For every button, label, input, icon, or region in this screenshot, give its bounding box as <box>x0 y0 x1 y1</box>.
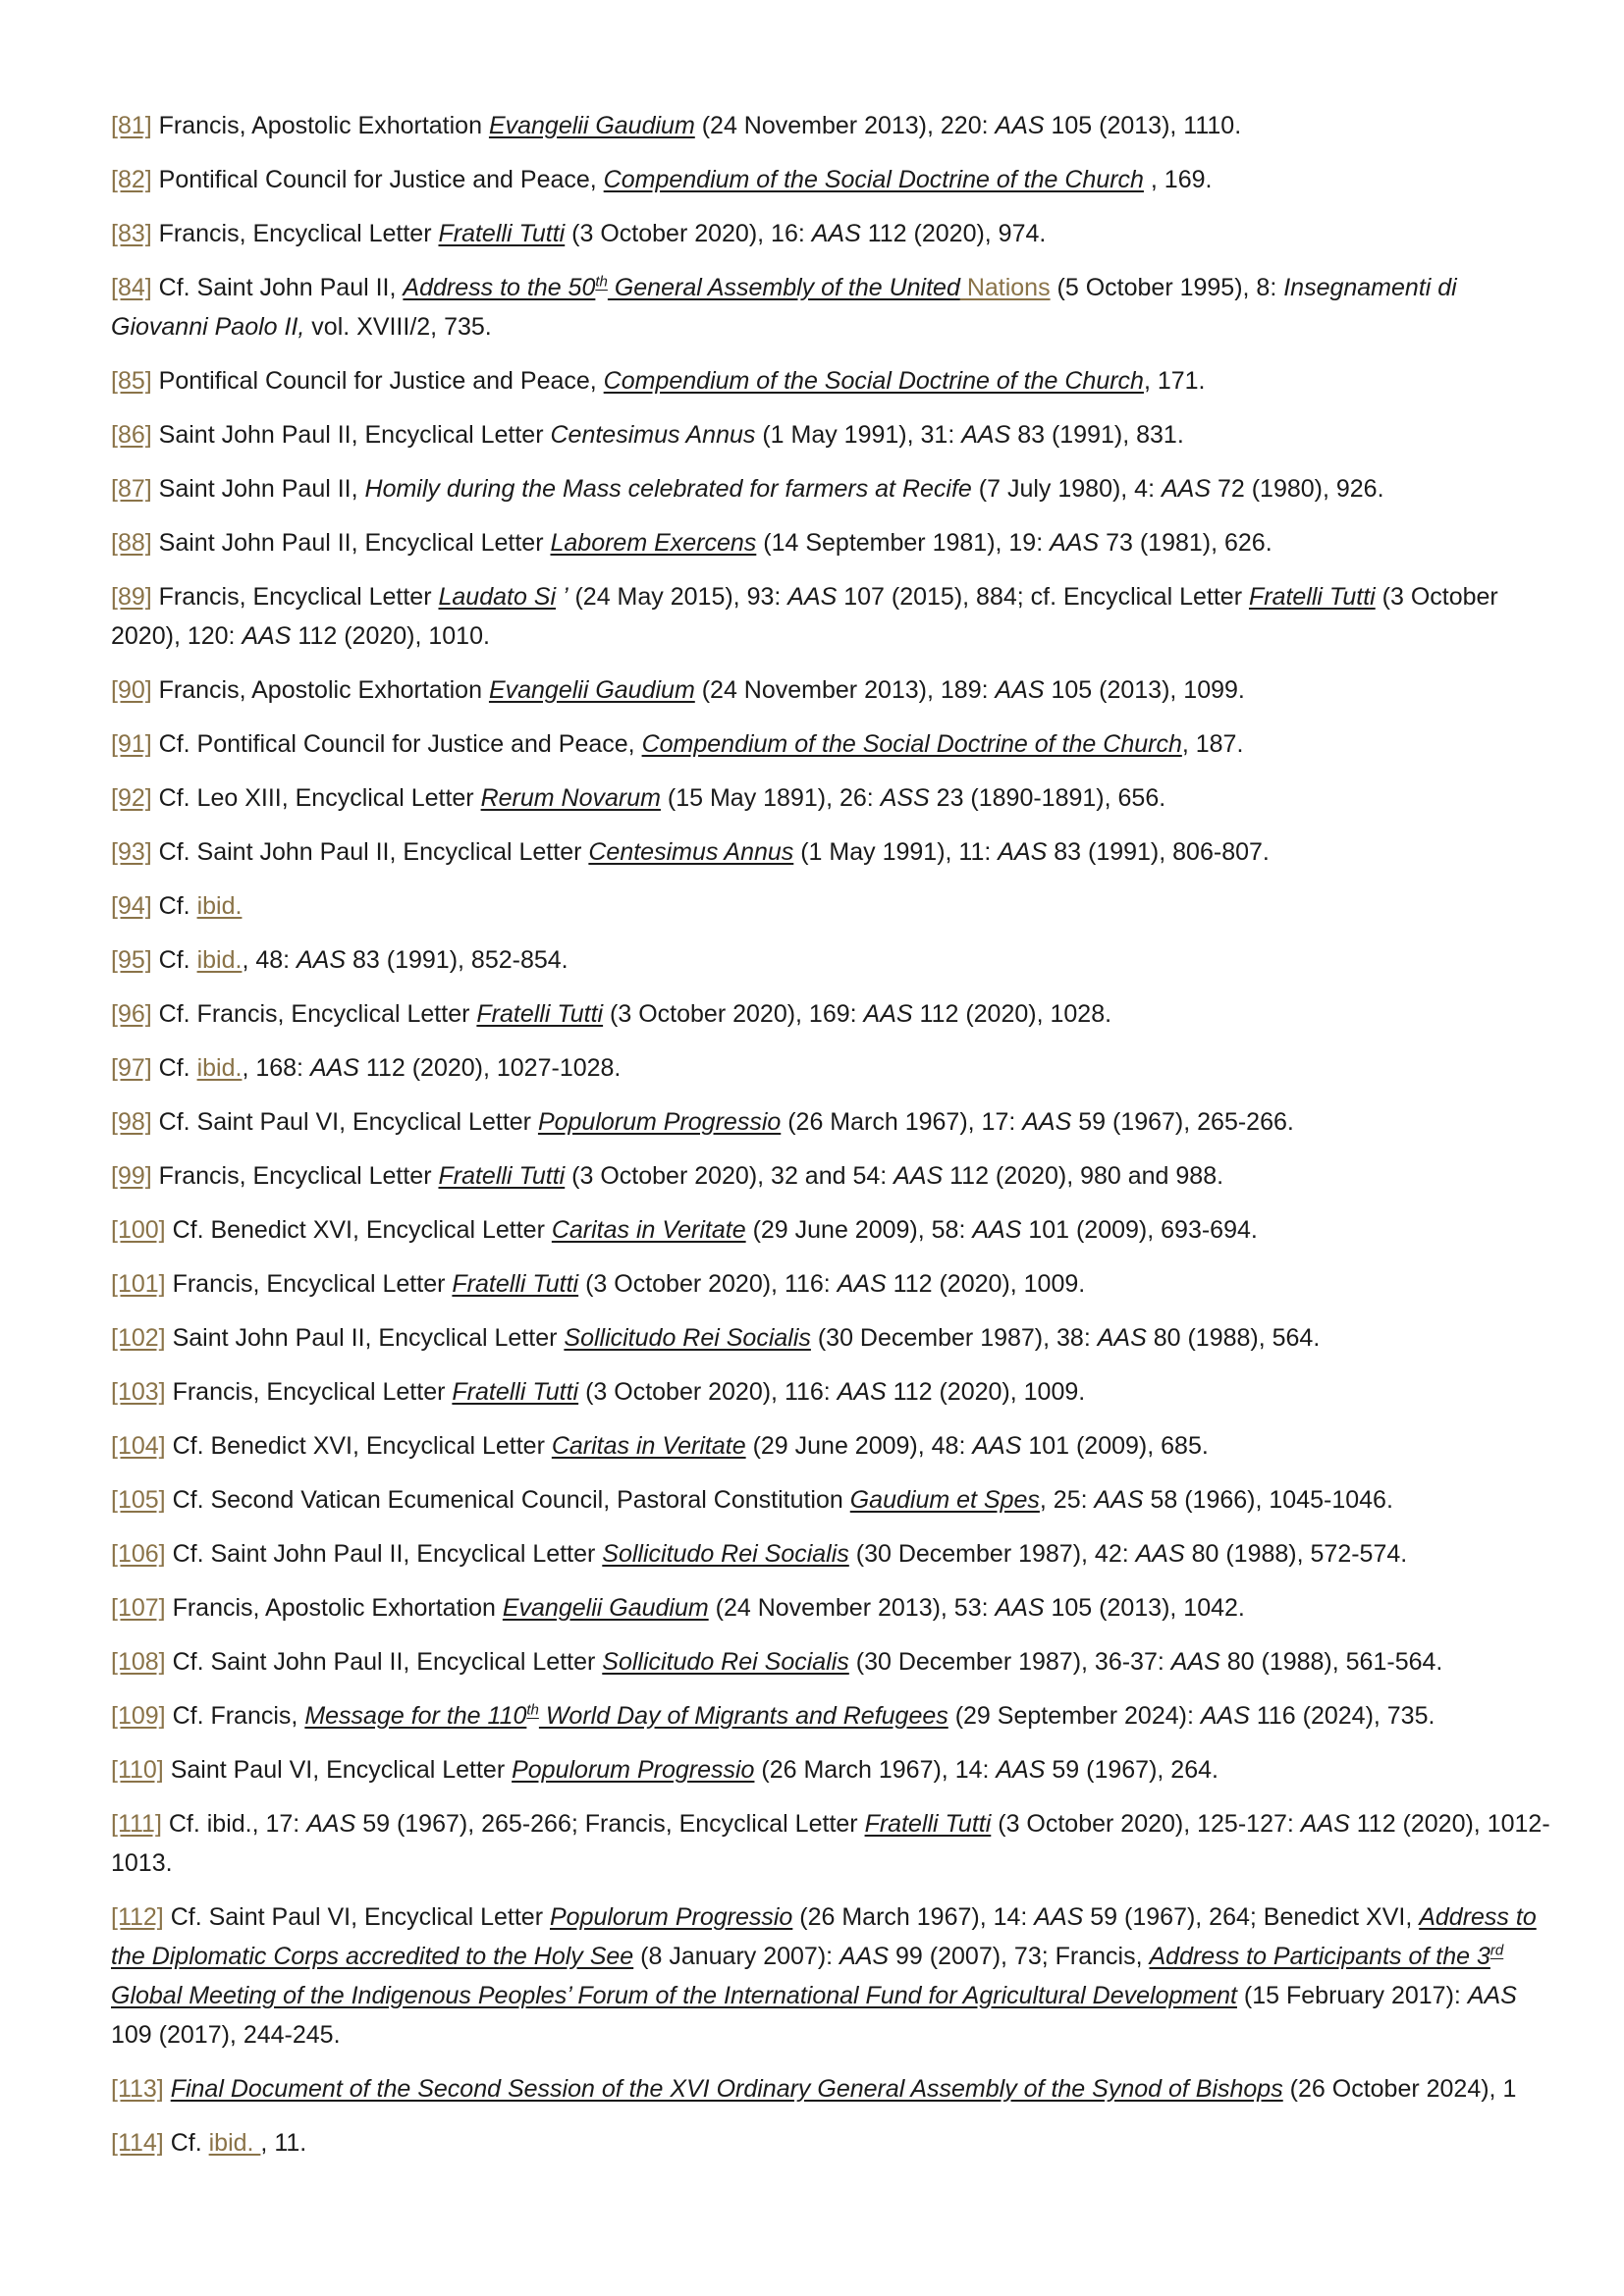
footnote-text: Cf. <box>158 946 197 974</box>
footnote-number-link[interactable]: [104] <box>111 1432 166 1460</box>
citation-link[interactable]: Caritas in Veritate <box>551 1432 746 1460</box>
footnote-text: Cf. Saint John Paul II, <box>158 274 404 301</box>
footnote-number-link[interactable]: [96] <box>111 1000 152 1028</box>
footnote-number-link[interactable]: [97] <box>111 1054 152 1082</box>
footnote-text: 59 (1967), 264. <box>1045 1756 1218 1784</box>
footnote-italic-text: AAS <box>998 838 1048 866</box>
reference-link[interactable]: Nations <box>959 274 1051 301</box>
footnote-text: (30 December 1987), 42: <box>848 1540 1136 1568</box>
footnote-number-link[interactable]: [81] <box>111 112 152 139</box>
footnote-item <box>111 106 1559 145</box>
footnote-text: (3 October 2020), 125-127: <box>991 1810 1301 1838</box>
footnote-number-link[interactable]: [91] <box>111 730 152 758</box>
footnote-item <box>111 1804 1559 1883</box>
footnote-number-link[interactable]: [114] <box>111 2129 164 2157</box>
citation-link[interactable]: Compendium of the Social Doctrine of the Church <box>603 166 1144 193</box>
footnote-text: Francis, Encyclical Letter <box>172 1378 453 1406</box>
footnote-italic-text: AAS <box>972 1216 1022 1244</box>
footnote-text: 112 (2020), 1028. <box>912 1000 1112 1028</box>
citation-link[interactable]: Fratelli Tutti <box>864 1810 992 1838</box>
footnote-item <box>111 2123 1559 2163</box>
footnote-item <box>111 940 1559 980</box>
footnote-text: (3 October 2020), 120: <box>111 583 1498 650</box>
footnote-text: , 187. <box>1181 730 1244 758</box>
footnote-text: (26 October 2024), 1 <box>1282 2075 1517 2103</box>
footnote-text: (5 October 1995), 8: <box>1050 274 1284 301</box>
footnote-text: Francis, Encyclical Letter <box>172 1270 453 1298</box>
footnote-text: (8 January 2007): <box>633 1943 840 1970</box>
footnote-text: Cf. Saint John Paul II, Encyclical Letter <box>172 1540 603 1568</box>
footnote-text: (26 March 1967), 17: <box>781 1108 1023 1136</box>
footnote-text: Pontifical Council for Justice and Peace, <box>158 367 604 395</box>
footnote-number-link[interactable]: [103] <box>111 1378 166 1406</box>
footnote-item <box>111 1534 1559 1574</box>
footnote-italic-text: AAS <box>1300 1810 1350 1838</box>
footnote-item <box>111 1048 1559 1088</box>
reference-link[interactable]: ibid. <box>196 892 243 920</box>
footnote-number-link[interactable]: [93] <box>111 838 152 866</box>
footnote-item <box>111 1696 1559 1735</box>
footnote-item <box>111 577 1559 656</box>
citation-link[interactable]: Sollicitudo Rei Socialis <box>602 1648 849 1676</box>
footnote-text: Francis, Encyclical Letter <box>158 220 439 247</box>
footnote-text: 112 (2020), 1009. <box>886 1378 1086 1406</box>
citation-link[interactable]: Address to the 50 <box>403 274 596 301</box>
footnote-text: , 25: <box>1039 1486 1095 1514</box>
footnote-italic-text: AAS <box>1050 529 1100 557</box>
footnote-text: (1 May 1991), 11: <box>793 838 999 866</box>
footnote-text: Francis, Encyclical Letter <box>158 583 439 611</box>
footnote-item <box>111 724 1559 764</box>
citation-link[interactable]: Compendium of the Social Doctrine of the Church <box>641 730 1182 758</box>
footnote-text: 80 (1988), 561-564. <box>1219 1648 1443 1676</box>
footnote-number-link[interactable]: [86] <box>111 421 152 449</box>
footnote-text: Saint John Paul II, Encyclical Letter <box>172 1324 565 1352</box>
footnote-text: 59 (1967), 264; Benedict XVI, <box>1083 1903 1420 1931</box>
citation-link[interactable]: Evangelii Gaudium <box>502 1594 709 1622</box>
footnote-number-link[interactable]: [92] <box>111 784 152 812</box>
citation-link-superscript[interactable]: rd <box>1489 1942 1504 1959</box>
footnote-text: Cf. Second Vatican Ecumenical Council, Pastoral Constitution <box>172 1486 850 1514</box>
footnote-italic-text: AAS <box>893 1162 944 1190</box>
footnote-number-link[interactable]: [111] <box>111 1810 162 1838</box>
footnote-number-link[interactable]: [98] <box>111 1108 152 1136</box>
citation-link[interactable]: Fratelli Tutti <box>438 220 566 247</box>
footnote-number-link[interactable]: [85] <box>111 367 152 395</box>
footnote-item <box>111 1480 1559 1520</box>
footnote-item <box>111 994 1559 1034</box>
footnote-text: 59 (1967), 265-266. <box>1071 1108 1294 1136</box>
footnote-item <box>111 886 1559 926</box>
footnote-text: Cf. Leo XIII, Encyclical Letter <box>158 784 481 812</box>
footnote-text: Francis, Apostolic Exhortation <box>158 676 489 704</box>
footnote-italic-text: AAS <box>961 421 1011 449</box>
footnote-item <box>111 670 1559 710</box>
footnote-text: 101 (2009), 685. <box>1021 1432 1209 1460</box>
footnote-italic-text: AAS <box>837 1378 887 1406</box>
footnote-text: , 11. <box>260 2129 307 2157</box>
footnote-item <box>111 1897 1559 2055</box>
footnote-text: 83 (1991), 806-807. <box>1047 838 1270 866</box>
footnote-italic-text: Insegnamenti di Giovanni Paolo II, <box>111 274 1457 341</box>
footnote-italic-text: ASS <box>880 784 930 812</box>
footnote-text: Cf. Francis, Encyclical Letter <box>158 1000 477 1028</box>
footnote-text: , 171. <box>1143 367 1206 395</box>
footnote-number-link[interactable]: [110] <box>111 1756 164 1784</box>
footnote-number-link[interactable]: [109] <box>111 1702 166 1730</box>
footnote-text: Saint John Paul II, <box>158 475 365 503</box>
footnote-text: Cf. Saint Paul VI, Encyclical Letter <box>158 1108 538 1136</box>
citation-link[interactable]: Fratelli Tutti <box>1248 583 1376 611</box>
footnote-italic-text: AAS <box>1170 1648 1220 1676</box>
footnote-text: Cf. Francis, <box>172 1702 305 1730</box>
citation-link[interactable]: Evangelii Gaudium <box>488 676 695 704</box>
footnote-text: 58 (1966), 1045-1046. <box>1143 1486 1393 1514</box>
footnote-text: (30 December 1987), 36-37: <box>848 1648 1171 1676</box>
footnote-text: (15 February 2017): <box>1236 1982 1468 2009</box>
footnote-text: , 168: <box>242 1054 310 1082</box>
footnote-text: Francis, Apostolic Exhortation <box>172 1594 503 1622</box>
citation-link-superscript[interactable]: th <box>595 273 608 291</box>
footnote-text: (3 October 2020), 32 and 54: <box>565 1162 894 1190</box>
footnote-text: 109 (2017), 244-245. <box>111 2021 341 2049</box>
footnote-italic-text: AAS <box>837 1270 887 1298</box>
footnote-text: , 169. <box>1143 166 1213 193</box>
footnote-number-link[interactable]: [88] <box>111 529 152 557</box>
footnote-text: (29 June 2009), 58: <box>745 1216 973 1244</box>
footnote-number-link[interactable]: [95] <box>111 946 152 974</box>
footnote-number-link[interactable]: [82] <box>111 166 152 193</box>
footnote-text: 99 (2007), 73; Francis, <box>889 1943 1150 1970</box>
footnote-italic-text: AAS <box>1135 1540 1185 1568</box>
footnote-text: (7 July 1980), 4: <box>971 475 1162 503</box>
footnote-item <box>111 160 1559 199</box>
footnote-italic-text: ’ <box>556 583 568 611</box>
citation-link[interactable]: World Day of Migrants and Refugees <box>538 1702 948 1730</box>
footnote-italic-text: AAS <box>839 1943 890 1970</box>
footnote-item <box>111 1750 1559 1789</box>
footnote-text: Cf. ibid., 17: <box>168 1810 307 1838</box>
footnote-text: (26 March 1967), 14: <box>792 1903 1035 1931</box>
footnote-italic-text: AAS <box>1200 1702 1250 1730</box>
footnote-text: Cf. Pontifical Council for Justice and Peace, <box>158 730 642 758</box>
footnote-item <box>111 1588 1559 1628</box>
footnote-text: 112 (2020), 980 and 988. <box>943 1162 1224 1190</box>
footnote-text: (3 October 2020), 169: <box>603 1000 864 1028</box>
footnote-text: Pontifical Council for Justice and Peace, <box>158 166 604 193</box>
footnote-number-link[interactable]: [89] <box>111 583 152 611</box>
footnote-text: (24 November 2013), 220: <box>694 112 996 139</box>
footnote-italic-text: AAS <box>1161 475 1212 503</box>
reference-link[interactable]: ibid. <box>196 946 243 974</box>
footnote-italic-text: AAS <box>995 1594 1045 1622</box>
footnote-number-link[interactable]: [94] <box>111 892 152 920</box>
footnote-text: (29 September 2024): <box>947 1702 1201 1730</box>
footnote-text: Francis, Apostolic Exhortation <box>158 112 489 139</box>
footnote-italic-text: AAS <box>1467 1982 1517 2009</box>
footnote-number-link[interactable]: [113] <box>111 2075 164 2103</box>
footnote-text: (3 October 2020), 116: <box>578 1378 838 1406</box>
footnote-italic-text: AAS <box>996 1756 1046 1784</box>
citation-link[interactable]: Final Document of the Second Session of the XVI Ordinary General Assembly of the Synod of Bishops <box>170 2075 1283 2103</box>
footnote-text: Cf. <box>170 2129 209 2157</box>
footnote-text: 101 (2009), 693-694. <box>1021 1216 1258 1244</box>
footnote-number-link[interactable]: [99] <box>111 1162 152 1190</box>
footnote-italic-text: AAS <box>1097 1324 1147 1352</box>
footnote-item <box>111 1264 1559 1304</box>
footnote-number-link[interactable]: [108] <box>111 1648 166 1676</box>
footnote-item <box>111 1156 1559 1196</box>
footnote-item <box>111 415 1559 454</box>
footnote-text: (29 June 2009), 48: <box>745 1432 973 1460</box>
footnote-italic-text: AAS <box>309 1054 359 1082</box>
footnote-text: (24 May 2015), 93: <box>568 583 788 611</box>
footnote-text: 83 (1991), 852-854. <box>346 946 568 974</box>
citation-link[interactable]: Laudato Si <box>438 583 557 611</box>
citation-link[interactable]: Fratelli Tutti <box>452 1270 579 1298</box>
footnote-text: , 48: <box>242 946 298 974</box>
citation-link[interactable]: Global Meeting of the Indigenous Peoples’ Forum of the International Fund for Agricultural Development <box>111 1982 1237 2009</box>
footnote-italic-text: AAS <box>972 1432 1022 1460</box>
footnote-number-link[interactable]: [101] <box>111 1270 166 1298</box>
citation-link[interactable]: Compendium of the Social Doctrine of the Church <box>603 367 1144 395</box>
citation-link[interactable]: Laborem Exercens <box>550 529 757 557</box>
footnote-item <box>111 361 1559 400</box>
footnote-text: Cf. <box>158 892 197 920</box>
citation-link[interactable]: Address to Participants of the 3 <box>1149 1943 1490 1970</box>
reference-link[interactable]: ibid. <box>208 2129 261 2157</box>
footnote-item <box>111 268 1559 347</box>
citation-link[interactable]: Sollicitudo Rei Socialis <box>564 1324 811 1352</box>
footnote-list <box>111 106 1559 2177</box>
footnote-text: (3 October 2020), 16: <box>565 220 812 247</box>
citation-link[interactable]: Populorum Progressio <box>537 1108 782 1136</box>
footnote-text: (24 November 2013), 189: <box>694 676 996 704</box>
footnote-italic-text: AAS <box>242 622 292 650</box>
reference-link[interactable]: ibid. <box>196 1054 243 1082</box>
footnote-number-link[interactable]: [87] <box>111 475 152 503</box>
citation-link[interactable]: Evangelii Gaudium <box>488 112 695 139</box>
footnote-italic-text: AAS <box>995 112 1045 139</box>
footnote-text: 83 (1991), 831. <box>1010 421 1184 449</box>
footnote-text: 112 (2020), 974. <box>860 220 1047 247</box>
footnote-italic-text: AAS <box>811 220 861 247</box>
footnote-text: 23 (1890-1891), 656. <box>929 784 1166 812</box>
footnote-text: 112 (2020), 1012-1013. <box>111 1810 1550 1877</box>
citation-link[interactable]: Message for the 110 <box>304 1702 527 1730</box>
footnote-text: Cf. Saint Paul VI, Encyclical Letter <box>170 1903 550 1931</box>
footnote-text: Cf. Saint John Paul II, Encyclical Letter <box>172 1648 603 1676</box>
footnote-number-link[interactable]: [105] <box>111 1486 166 1514</box>
footnote-item <box>111 832 1559 872</box>
footnote-number-link[interactable]: [107] <box>111 1594 166 1622</box>
footnote-item <box>111 214 1559 253</box>
footnote-text: 112 (2020), 1027-1028. <box>358 1054 622 1082</box>
footnote-text: (14 September 1981), 19: <box>756 529 1051 557</box>
footnote-text: 105 (2013), 1099. <box>1044 676 1245 704</box>
footnote-item <box>111 1102 1559 1142</box>
citation-link[interactable]: General Assembly of the United <box>607 274 960 301</box>
footnote-text: Cf. Benedict XVI, Encyclical Letter <box>172 1216 552 1244</box>
footnote-text: (1 May 1991), 31: <box>755 421 962 449</box>
footnote-text: 59 (1967), 265-266; Francis, Encyclical Letter <box>355 1810 865 1838</box>
footnote-italic-text: AAS <box>1022 1108 1072 1136</box>
footnote-number-link[interactable]: [100] <box>111 1216 166 1244</box>
citation-link[interactable]: Populorum Progressio <box>512 1756 755 1784</box>
footnote-text: 107 (2015), 884; cf. Encyclical Letter <box>837 583 1249 611</box>
footnote-text: (15 May 1891), 26: <box>660 784 881 812</box>
footnote-text: 80 (1988), 572-574. <box>1184 1540 1408 1568</box>
footnote-text: Cf. Saint John Paul II, Encyclical Letter <box>158 838 589 866</box>
citation-link-superscript[interactable]: th <box>526 1701 539 1719</box>
footnote-text: 116 (2024), 735. <box>1249 1702 1435 1730</box>
footnote-italic-text: AAS <box>863 1000 913 1028</box>
footnote-item <box>111 1372 1559 1412</box>
footnote-text: (26 March 1967), 14: <box>754 1756 997 1784</box>
footnote-item <box>111 1210 1559 1250</box>
footnote-text: Francis, Encyclical Letter <box>158 1162 439 1190</box>
footnote-text: (30 December 1987), 38: <box>810 1324 1098 1352</box>
footnote-text: 72 (1980), 926. <box>1211 475 1384 503</box>
footnote-number-link[interactable]: [106] <box>111 1540 166 1568</box>
footnote-text: (3 October 2020), 116: <box>578 1270 838 1298</box>
footnote-italic-text: Homily during the Mass celebrated for farmers at Recife <box>364 475 972 503</box>
footnote-text: 80 (1988), 564. <box>1146 1324 1321 1352</box>
footnote-italic-text: AAS <box>1034 1903 1084 1931</box>
footnote-text: vol. XVIII/2, 735. <box>304 313 492 341</box>
footnote-number-link[interactable]: [90] <box>111 676 152 704</box>
footnote-number-link[interactable]: [112] <box>111 1903 164 1931</box>
footnote-text: Saint John Paul II, Encyclical Letter <box>158 421 551 449</box>
footnote-text: 105 (2013), 1042. <box>1044 1594 1245 1622</box>
footnote-text: 112 (2020), 1009. <box>886 1270 1086 1298</box>
citation-link[interactable]: Fratelli Tutti <box>476 1000 604 1028</box>
footnote-text: Cf. Benedict XVI, Encyclical Letter <box>172 1432 552 1460</box>
footnote-item <box>111 523 1559 562</box>
citation-link[interactable]: Rerum Novarum <box>480 784 661 812</box>
citation-link[interactable]: Gaudium et Spes <box>849 1486 1040 1514</box>
footnote-italic-text: AAS <box>1094 1486 1144 1514</box>
footnote-italic-text: AAS <box>297 946 347 974</box>
citation-link[interactable]: Caritas in Veritate <box>551 1216 746 1244</box>
footnote-item <box>111 1426 1559 1466</box>
footnote-text: Saint John Paul II, Encyclical Letter <box>158 529 551 557</box>
footnote-number-link[interactable]: [102] <box>111 1324 166 1352</box>
footnote-italic-text: AAS <box>787 583 838 611</box>
footnote-text: (24 November 2013), 53: <box>708 1594 996 1622</box>
citation-link[interactable]: Populorum Progressio <box>549 1903 793 1931</box>
footnote-italic-text: AAS <box>306 1810 356 1838</box>
footnote-number-link[interactable]: [84] <box>111 274 152 301</box>
footnote-text: Saint Paul VI, Encyclical Letter <box>170 1756 513 1784</box>
footnote-item <box>111 778 1559 818</box>
footnote-italic-text: Centesimus Annus <box>550 421 756 449</box>
footnote-item <box>111 469 1559 508</box>
footnote-item <box>111 1642 1559 1682</box>
footnote-text: Cf. <box>158 1054 197 1082</box>
footnote-number-link[interactable]: [83] <box>111 220 152 247</box>
citation-link[interactable]: Centesimus Annus <box>588 838 794 866</box>
citation-link[interactable]: Fratelli Tutti <box>438 1162 566 1190</box>
footnote-text: 105 (2013), 1110. <box>1044 112 1242 139</box>
citation-link[interactable]: Fratelli Tutti <box>452 1378 579 1406</box>
citation-link[interactable]: Address to the Diplomatic Corps accredited to the Holy See <box>111 1903 1537 1970</box>
footnote-text: 112 (2020), 1010. <box>291 622 490 650</box>
footnote-item <box>111 2069 1559 2109</box>
footnote-item <box>111 1318 1559 1358</box>
footnote-text: 73 (1981), 626. <box>1099 529 1272 557</box>
citation-link[interactable]: Sollicitudo Rei Socialis <box>602 1540 849 1568</box>
footnote-italic-text: AAS <box>995 676 1045 704</box>
